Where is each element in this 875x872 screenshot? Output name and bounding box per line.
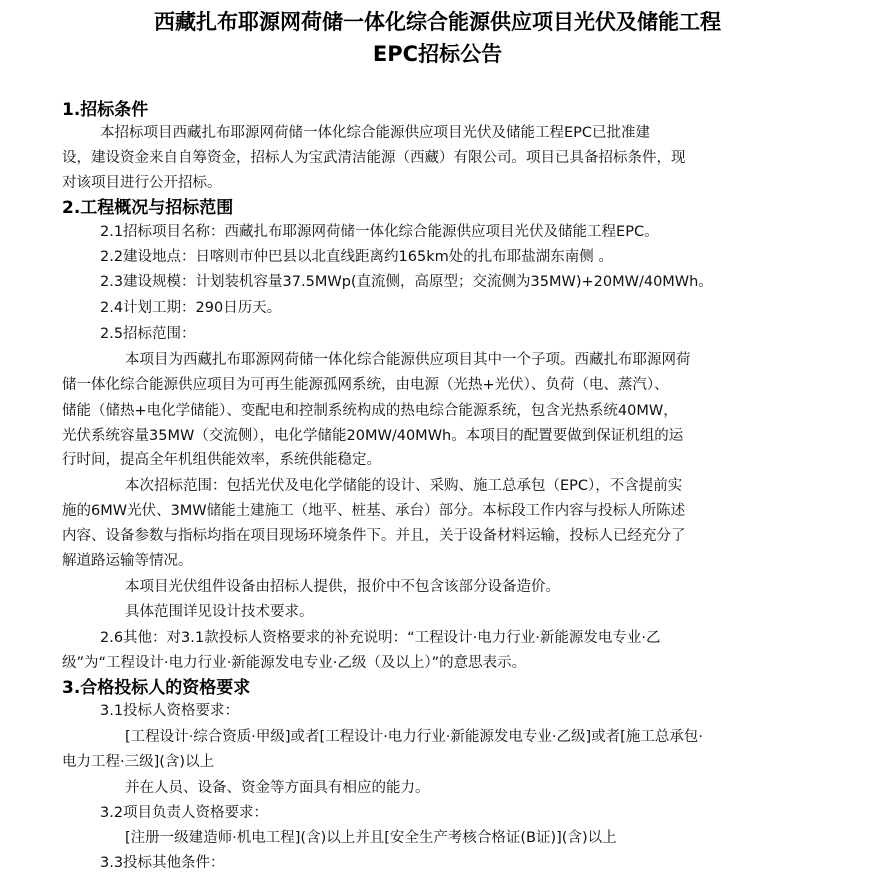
- scope-paragraph-1-line: 行时间，提高全年机组供能效率，系统供能稳定。: [62, 452, 381, 468]
- scope-paragraph-2-line: 内容、设备参数与指标均指在项目现场环境条件下。并且，关于设备材料运输，投标人已经充分了: [62, 528, 686, 544]
- item-3-1-body-line: [工程设计·综合资质·甲级]或者[工程设计·电力行业·新能源发电专业·乙级]或者[施工总承包·: [125, 729, 703, 745]
- scope-paragraph-2-line: 本次招标范围：包括光伏及电化学储能的设计、采购、施工总承包（EPC），不含提前实: [125, 478, 683, 494]
- item-3-2-body: [注册一级建造师·机电工程](含)以上并且[安全生产考核合格证(B证)](含)以上: [125, 830, 617, 846]
- item-2-5: 2.5招标范围：: [100, 326, 196, 342]
- scope-paragraph-1-line: 本项目为西藏扎布耶源网荷储一体化综合能源供应项目其中一个子项。西藏扎布耶源网荷: [125, 352, 691, 368]
- scope-paragraph-1-line: 储能（储热+电化学储能）、变配电和控制系统构成的热电综合能源系统，包含光热系统40MW，: [62, 403, 678, 419]
- item-3-1: 3.1投标人资格要求：: [100, 703, 240, 719]
- scope-paragraph-1-line: 储一体化综合能源供应项目为可再生能源孤网系统，由电源（光热+光伏）、负荷（电、蒸汽）、: [62, 377, 669, 393]
- section-3-heading: 3.合格投标人的资格要求: [62, 678, 251, 698]
- scope-paragraph-3: 本项目光伏组件设备由招标人提供，报价中不包含该部分设备造价。: [125, 579, 560, 595]
- item-2-4: 2.4计划工期：290日历天。: [100, 300, 282, 316]
- section-1-line: 本招标项目西藏扎布耶源网荷储一体化综合能源供应项目光伏及储能工程EPC已批准建: [100, 125, 651, 141]
- item-2-6-line: 2.6其他：对3.1款投标人资格要求的补充说明：“工程设计·电力行业·新能源发电专业·乙: [100, 630, 661, 646]
- document-title-line-2: EPC招标公告: [372, 42, 503, 66]
- section-1-heading: 1.招标条件: [62, 100, 149, 120]
- item-3-3: 3.3投标其他条件：: [100, 855, 225, 871]
- section-1-line: 对该项目进行公开招标。: [62, 175, 222, 191]
- item-3-1-body-line: 电力工程·三级](含)以上: [62, 754, 215, 770]
- document-title-line-1: 西藏扎布耶源网荷储一体化综合能源供应项目光伏及储能工程: [154, 10, 721, 34]
- section-1-line: 设，建设资金来自自筹资金，招标人为宝武清洁能源（西藏）有限公司。项目已具备招标条件，现: [62, 150, 686, 166]
- item-2-1: 2.1招标项目名称：西藏扎布耶源网荷储一体化综合能源供应项目光伏及储能工程EPC。: [100, 224, 659, 240]
- item-3-2: 3.2项目负责人资格要求：: [100, 805, 269, 821]
- scope-paragraph-2-line: 解道路运输等情况。: [62, 553, 193, 569]
- item-2-3: 2.3建设规模：计划装机容量37.5MWp(直流侧，高原型；交流侧为35MW)+20MW/40MWh。: [100, 274, 713, 290]
- section-2-heading: 2.工程概况与招标范围: [62, 198, 234, 218]
- item-2-2: 2.2建设地点：日喀则市仲巴县以北直线距离约165km处的扎布耶盐湖东南侧 。: [100, 249, 613, 265]
- item-3-1-extra: 并在人员、设备、资金等方面具有相应的能力。: [125, 780, 430, 796]
- scope-paragraph-4: 具体范围详见设计技术要求。: [125, 604, 314, 620]
- item-2-6-line: 级”为“工程设计·电力行业·新能源发电专业·乙级（及以上）”的意思表示。: [62, 655, 527, 671]
- scope-paragraph-1-line: 光伏系统容量35MW（交流侧），电化学储能20MW/40MWh。本项目的配置要做到保证机组的运: [62, 428, 684, 444]
- scope-paragraph-2-line: 施的6MW光伏、3MW储能土建施工（地平、桩基、承台）部分。本标段工作内容与投标人所陈述: [62, 503, 686, 519]
